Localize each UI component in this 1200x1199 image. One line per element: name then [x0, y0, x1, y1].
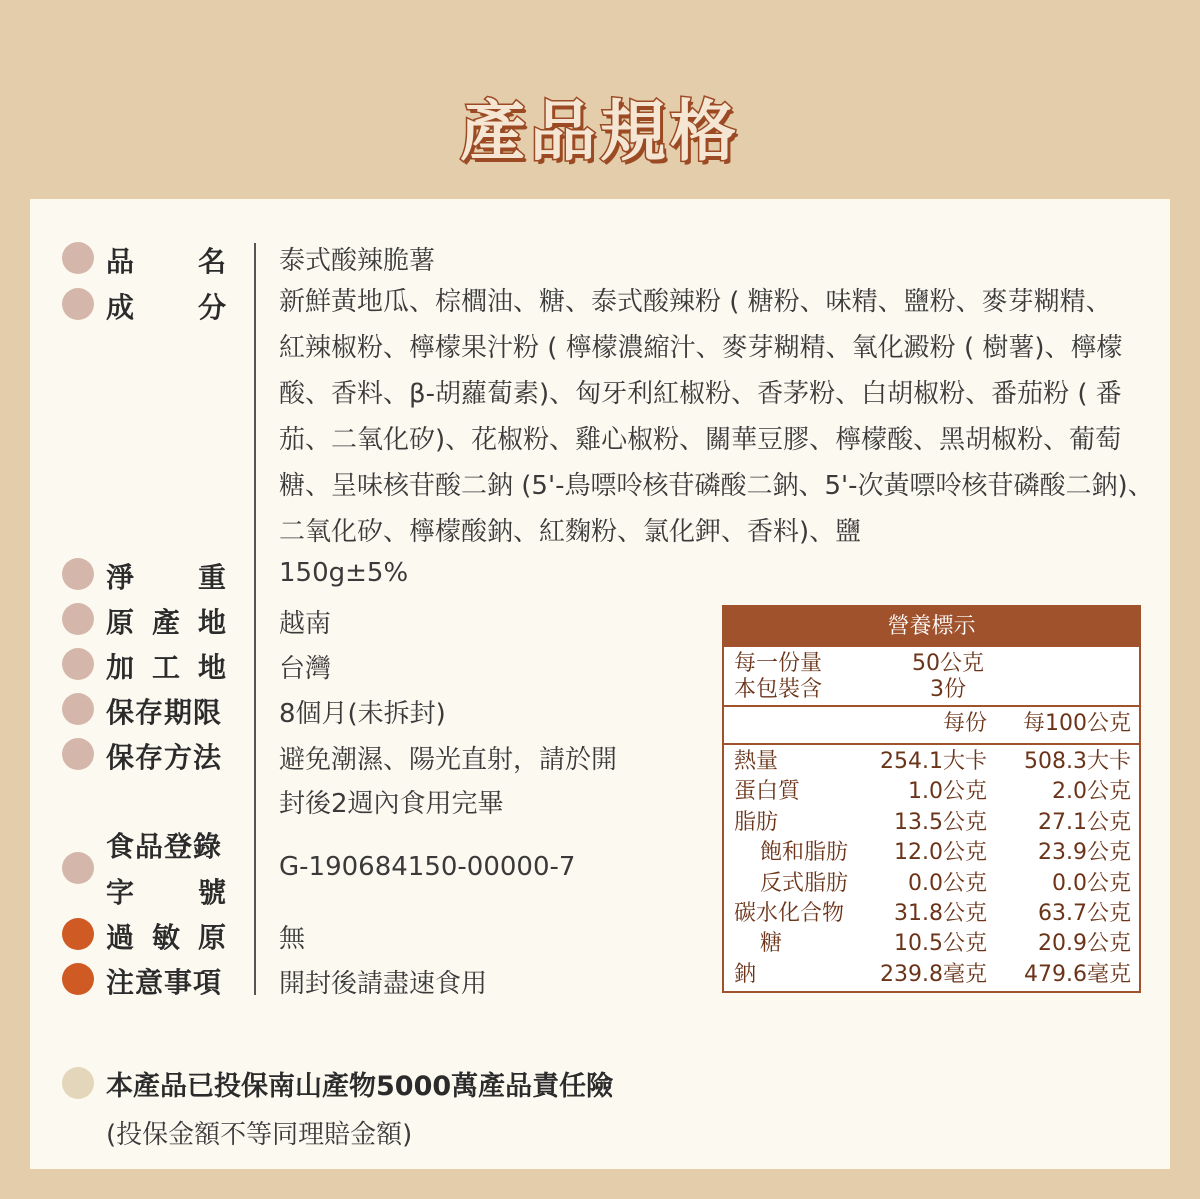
- table-divider: [724, 705, 1139, 707]
- origin-value: 越南: [279, 609, 332, 639]
- nutrient-per-serving: 13.5公克: [894, 809, 987, 835]
- bullet-dot: [62, 648, 94, 680]
- nutrient-per-serving: 0.0公克: [908, 870, 987, 896]
- servings-value: 3份: [930, 677, 966, 702]
- nutrient-per-serving: 12.0公克: [894, 840, 987, 866]
- nutrient-name: 糖: [760, 931, 783, 957]
- processing-value: 台灣: [279, 654, 332, 684]
- nutrient-per-100g: 20.9公克: [1038, 931, 1131, 957]
- notice-value: 開封後請盡速食用: [279, 969, 488, 999]
- bullet-dot: [62, 852, 94, 884]
- table-divider: [724, 743, 1139, 745]
- storage-label: 保存方法: [106, 741, 223, 774]
- label-divider: [254, 243, 256, 995]
- bullet-dot: [62, 242, 94, 274]
- nutrient-per-100g: 508.3大卡: [1024, 749, 1131, 774]
- shelf-life-value: 8個月(未拆封): [279, 699, 446, 729]
- nutrient-per-100g: 27.1公克: [1038, 809, 1131, 835]
- name-label: 品 名: [106, 245, 226, 278]
- serving-size-value: 50公克: [912, 651, 984, 676]
- nutrient-per-serving: 1.0公克: [908, 779, 987, 805]
- bullet-dot: [62, 603, 94, 635]
- bullet-dot: [62, 288, 94, 320]
- serving-size-label: 每一份量: [734, 651, 823, 676]
- ingredients-line: 茄、二氧化矽)、花椒粉、雞心椒粉、關華豆膠、檸檬酸、黑胡椒粉、葡萄: [279, 425, 1122, 455]
- nutrient-per-serving: 239.8毫克: [880, 961, 987, 987]
- ingredients-line: 酸、香料、β-胡蘿蔔素)、匈牙利紅椒粉、香茅粉、白胡椒粉、番茄粉 ( 番: [279, 379, 1122, 409]
- nutrient-per-100g: 63.7公克: [1038, 901, 1131, 926]
- net-weight-value: 150g±5%: [279, 558, 409, 588]
- registration-label: 食品登錄: [106, 830, 223, 863]
- nutrient-name: 碳水化合物: [734, 901, 845, 926]
- nutrient-per-100g: 2.0公克: [1052, 779, 1131, 805]
- nutrient-name: 鈉: [734, 961, 757, 987]
- bullet-dot: [62, 738, 94, 770]
- registration-value: G-190684150-00000-7: [279, 852, 576, 882]
- nutrient-name: 飽和脂肪: [760, 840, 849, 866]
- page-title: 產品規格: [460, 93, 740, 170]
- allergen-label: 過 敏 原: [106, 921, 226, 954]
- nutrient-name: 熱量: [734, 749, 779, 774]
- nutrient-per-serving: 254.1大卡: [880, 749, 987, 774]
- bullet-dot-highlight: [62, 963, 94, 995]
- col-per-100g: 每100公克: [1023, 711, 1131, 736]
- nutrition-header: 營養標示: [724, 607, 1139, 647]
- net-weight-label: 淨 重: [106, 561, 226, 594]
- ingredients-line: 新鮮黃地瓜、棕櫚油、糖、泰式酸辣粉 ( 糖粉、味精、鹽粉、麥芽糊精、: [279, 287, 1112, 317]
- nutrient-per-100g: 23.9公克: [1038, 840, 1131, 866]
- ingredients-label: 成 分: [106, 291, 226, 324]
- insurance-subnote: (投保金額不等同理賠金額): [106, 1120, 413, 1150]
- name-value: 泰式酸辣脆薯: [279, 246, 436, 276]
- nutrient-name: 反式脂肪: [760, 870, 849, 896]
- nutrient-per-100g: 0.0公克: [1052, 870, 1131, 896]
- ingredients-value: [279, 279, 1154, 555]
- allergen-value: 無: [279, 924, 306, 954]
- bullet-dot: [62, 693, 94, 725]
- servings-label: 本包裝含: [734, 677, 823, 702]
- bullet-dot: [62, 558, 94, 590]
- nutrient-per-serving: 10.5公克: [894, 931, 987, 957]
- nutrition-table: [722, 605, 1141, 993]
- processing-label: 加 工 地: [106, 651, 226, 684]
- ingredients-line: 紅辣椒粉、檸檬果汁粉 ( 檸檬濃縮汁、麥芽糊精、氧化澱粉 ( 樹薯)、檸檬: [279, 333, 1123, 363]
- origin-label: 原 產 地: [106, 606, 226, 639]
- notice-label: 注意事項: [106, 966, 223, 999]
- nutrient-per-100g: 479.6毫克: [1024, 961, 1131, 987]
- insurance-note: 本產品已投保南山產物5000萬產品責任險: [106, 1071, 614, 1102]
- shelf-life-label: 保存期限: [106, 696, 223, 729]
- bullet-dot-highlight: [62, 918, 94, 950]
- ingredients-line: 二氧化矽、檸檬酸鈉、紅麴粉、氯化鉀、香料)、鹽: [279, 517, 862, 547]
- nutrient-name: 脂肪: [734, 809, 779, 835]
- storage-value: 避免潮濕、陽光直射，請於開 封後2週內食用完畢: [279, 745, 618, 819]
- registration-label-2: 字 號: [106, 876, 226, 909]
- col-per-serving: 每份: [942, 711, 987, 736]
- nutrient-name: 蛋白質: [734, 779, 801, 805]
- nutrient-per-serving: 31.8公克: [894, 901, 987, 926]
- bullet-dot-note: [62, 1067, 94, 1099]
- ingredients-line: 糖、呈味核苷酸二鈉 (5'-鳥嘌呤核苷磷酸二鈉、5'-次黃嘌呤核苷磷酸二鈉)、: [279, 471, 1154, 501]
